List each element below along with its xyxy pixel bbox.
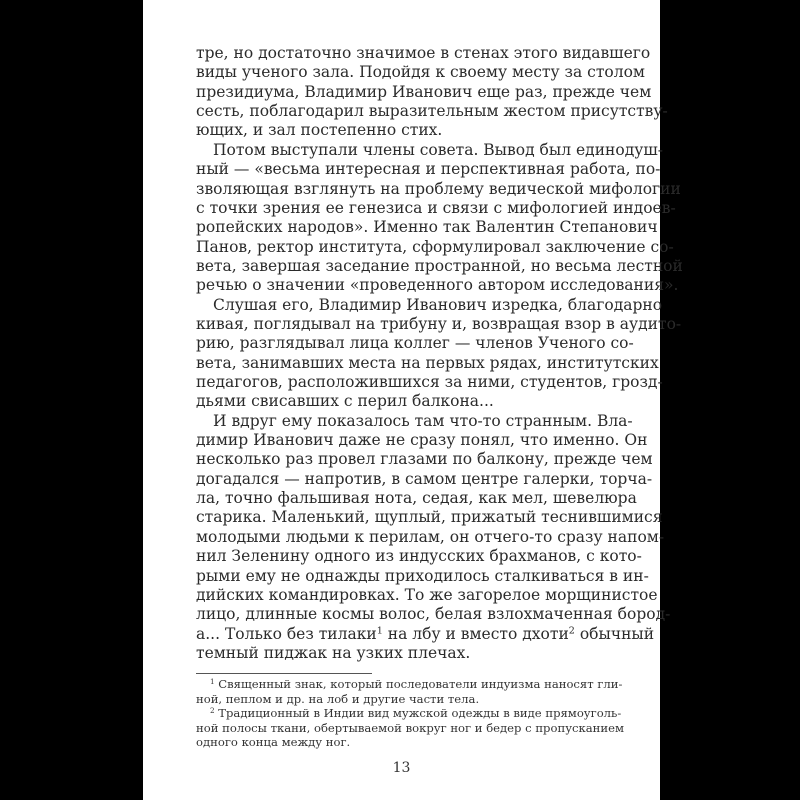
book-page <box>143 0 683 800</box>
text-line: вета, занимавших места на первых рядах, институтских <box>196 353 659 372</box>
text-line: педагогов, расположившихся за ними, студентов, грозд- <box>196 373 663 391</box>
text-line: нил Зеленину одного из индусских брахманов, с кото- <box>196 547 642 566</box>
footnote-ref[interactable]: 1 <box>376 625 383 637</box>
text-line: президиума, Владимир Иванович еще раз, прежде чем <box>196 82 652 101</box>
text-line: дьями свисавших с перил балкона... <box>196 392 494 411</box>
footnote-text: ной полосы ткани, обертываемой вокруг ног и бедер с пропусканием <box>196 720 624 735</box>
text-line: рыми ему не однажды приходилось сталкиваться в ин- <box>196 566 649 585</box>
text-line: Панов, ректор института, сформулировал заключение со- <box>196 237 674 256</box>
footnote-marker: 2 <box>210 706 215 716</box>
text-line: тре, но достаточно значимое в стенах этого видавшего <box>196 44 651 62</box>
text-line: рию, разглядывал лица коллег — членов Ученого со- <box>196 334 634 353</box>
footnote-marker: 1 <box>210 677 215 687</box>
text-line: Потом выступали члены совета. Вывод был единодуш- <box>213 140 664 159</box>
text-line: лицо, длинные космы волос, белая взлохмаченная бород- <box>196 605 671 624</box>
text-line: дийских командировках. То же загорелое морщинистое <box>196 585 658 604</box>
text-line: молодыми людьми к перилам, он отчего-то сразу напом- <box>196 527 665 546</box>
footnote-text: Священный знак, который последователи индуизма наносят гли- <box>218 677 623 691</box>
text-line-with-footnotes <box>196 624 655 644</box>
text-line: Слушая его, Владимир Иванович изредка, благодарно <box>213 295 663 314</box>
text-line: догадался — напротив, в самом центре галерки, торча- <box>196 469 653 488</box>
page-number: 13 <box>392 760 411 776</box>
text-line: с точки зрения ее генезиса и связи с мифологией индоев- <box>196 198 676 217</box>
footnote-divider <box>196 673 372 674</box>
text-line: ропейских народов». Именно так Валентин Степанович <box>196 218 658 237</box>
text-line: вета, завершая заседание пространной, но весьма лестной <box>196 256 683 275</box>
text-line: старика. Маленький, щуплый, прижатый теснившимися <box>196 508 663 527</box>
text-fragment: обычный <box>579 624 655 643</box>
text-line: кивая, поглядывал на трибуну и, возвращая взор в аудито- <box>196 314 682 333</box>
footnote <box>196 706 622 721</box>
text-line: зволяющая взглянуть на проблему ведической мифологии <box>196 179 681 198</box>
text-line: ющих, и зал постепенно стих. <box>196 121 443 140</box>
text-line: сесть, поблагодарил выразительным жестом присутству- <box>196 102 668 121</box>
text-line: димир Иванович даже не сразу понял, что именно. Он <box>196 431 648 449</box>
footnote-text: одного конца между ног. <box>196 735 351 749</box>
text-line: речью о значении «проведенного автором исследования». <box>196 276 679 295</box>
text-line: несколько раз провел глазами по балкону, прежде чем <box>196 450 653 469</box>
footnote <box>196 677 623 692</box>
footnote-text: ной, пеплом и др. на лоб и другие части тела. <box>196 691 480 706</box>
text-line: И вдруг ему показалось там что-то странным. Вла- <box>213 411 633 430</box>
text-line: ла, точно фальшивая нота, седая, как мел, шевелюра <box>196 489 637 508</box>
footnote-text: Традиционный в Индии вид мужской одежды в виде прямоуголь- <box>218 706 622 720</box>
text-fragment: а... Только без тилаки <box>196 624 377 643</box>
text-fragment: на лбу и вместо дхоти <box>387 624 569 643</box>
text-line: виды ученого зала. Подойдя к своему месту за столом <box>196 63 645 82</box>
text-line: темный пиджак на узких плечах. <box>196 643 471 662</box>
footnote-ref[interactable]: 2 <box>568 625 575 637</box>
text-line: ный — «весьма интересная и перспективная работа, по- <box>196 160 661 179</box>
